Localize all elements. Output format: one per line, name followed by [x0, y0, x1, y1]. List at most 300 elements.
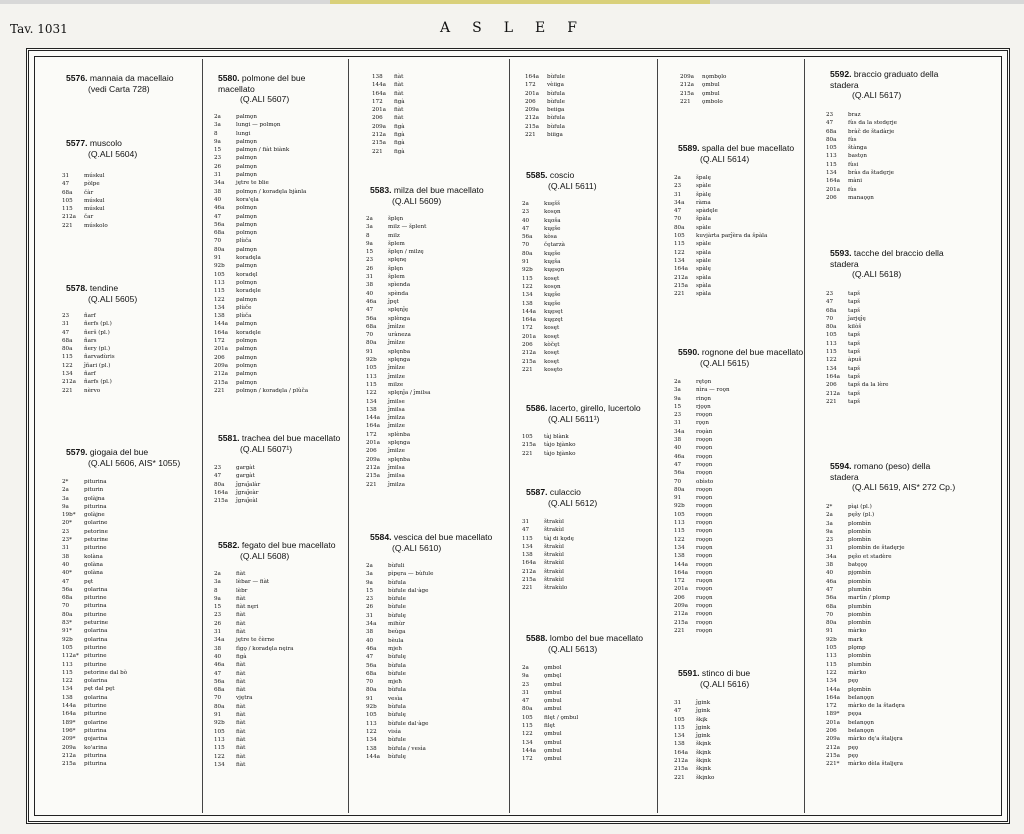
dialect-form: lèbar — fiàt: [236, 579, 270, 586]
dialect-form: bràč de štadàrje: [848, 128, 895, 135]
point-number: 20*: [62, 520, 72, 527]
point-number: 31: [366, 274, 374, 281]
entry-number: 5589.: [678, 143, 700, 153]
form-row: [674, 740, 714, 748]
entry-heading: [830, 461, 956, 493]
dialect-form: pęšo et stadère: [848, 553, 892, 560]
form-row: [674, 428, 730, 436]
form-row: [214, 678, 294, 686]
point-number: 91: [522, 259, 530, 266]
form-row: [214, 221, 308, 229]
point-number: 23: [62, 313, 70, 319]
point-number: 56a: [214, 678, 225, 685]
dialect-form: màrko: [848, 669, 867, 676]
point-number: 212a: [214, 371, 229, 378]
form-row: [62, 578, 127, 586]
dialect-form: splęnga: [388, 357, 411, 364]
point-number: 221: [674, 291, 685, 298]
dialect-form: màrko dę'a štaljęra: [848, 736, 903, 743]
dialect-form: tapš: [848, 373, 861, 380]
dialect-form: ĵmìlze: [388, 365, 405, 372]
form-row: [62, 320, 115, 328]
form-row: [826, 619, 905, 627]
dialect-form: pęǫ: [848, 752, 859, 759]
form-row: [214, 736, 294, 744]
form-row: [62, 661, 127, 669]
dialect-form: múskolo: [84, 222, 108, 229]
point-number: 47: [62, 578, 70, 585]
form-row: [674, 716, 714, 724]
form-row: [62, 586, 127, 594]
form-row: [522, 689, 578, 697]
form-row: [366, 603, 433, 611]
form-row: [214, 595, 294, 603]
form-row: [214, 620, 294, 628]
form-row: [214, 387, 308, 395]
point-number: 68a: [826, 603, 837, 610]
point-number: 215a: [525, 123, 540, 130]
dialect-form: ñerfs (pl.): [84, 321, 112, 328]
form-row: [674, 519, 730, 527]
point-number: 80a: [826, 324, 837, 331]
dialect-form: bèula: [388, 637, 404, 644]
point-number: 47: [826, 299, 834, 306]
point-number: 212a: [680, 82, 695, 89]
form-row: [214, 670, 294, 678]
entry-heading: [370, 532, 496, 553]
dialect-form: fiàt: [236, 736, 246, 743]
form-row: [366, 447, 431, 455]
point-number: 34a: [826, 553, 837, 560]
form-row: [62, 652, 127, 660]
dialect-form: màrko de la štadęra: [848, 703, 905, 710]
form-row: [674, 224, 767, 232]
form-row: [522, 433, 575, 441]
point-number: 212a: [826, 744, 841, 751]
form-row: [522, 316, 565, 324]
dialect-form: tàjo bjànko: [544, 450, 576, 457]
dialect-form: polmǫn: [236, 362, 258, 369]
entry-title: fegato del bue macellato: [239, 540, 336, 550]
dialect-form: škįk: [696, 716, 708, 723]
form-row: [62, 486, 127, 494]
point-number: 38: [214, 645, 222, 652]
point-number: 92b: [674, 503, 685, 510]
entry-number: 5576.: [66, 73, 88, 83]
form-row: [62, 205, 108, 213]
form-row: [674, 486, 730, 494]
dialect-form: plombìn: [848, 653, 872, 660]
form-row: [525, 114, 565, 122]
dialect-form: roǫǫn: [696, 561, 713, 568]
point-number: 134: [62, 371, 73, 378]
entry-reference: (Q.ALI 5615): [700, 357, 750, 368]
dialect-form: rjǫǫn: [696, 403, 711, 410]
dialect-form: piturine: [84, 644, 107, 651]
form-row: [674, 403, 730, 411]
point-number: 113: [366, 373, 377, 380]
dialect-form: ǫmbul: [544, 698, 562, 705]
form-row: [366, 562, 433, 570]
dialect-form: roǫǫn: [696, 495, 713, 502]
dialect-form: plumbìn: [848, 603, 872, 610]
point-number: 164a: [522, 317, 537, 324]
dialect-form: piturine: [84, 545, 107, 552]
form-row: [826, 128, 897, 136]
form-row: [62, 172, 108, 180]
dialect-form: nèrvo: [84, 387, 101, 394]
form-row: [674, 461, 730, 469]
dialect-form: ĵgink: [696, 733, 711, 740]
point-number: 46a: [674, 453, 685, 460]
form-row: [214, 728, 294, 736]
dialect-form: ĵpęt: [388, 298, 399, 305]
dialect-form: bùfula: [547, 123, 565, 130]
point-number: 164a: [674, 569, 689, 576]
form-row: [826, 710, 905, 718]
point-number: 47: [674, 708, 682, 715]
point-number: 38: [674, 437, 682, 444]
point-number: 134: [674, 257, 685, 264]
entry-number: 5593.: [830, 248, 852, 258]
form-row: [214, 163, 308, 171]
point-number: 56a: [826, 595, 837, 602]
point-number: 70: [522, 242, 530, 249]
point-number: 23: [366, 596, 374, 603]
form-row: [62, 370, 115, 378]
form-row: [826, 194, 897, 202]
point-number: 221: [525, 132, 536, 139]
dialect-form: golarina: [84, 678, 108, 685]
form-row: [62, 511, 127, 519]
point-number: 172: [674, 578, 685, 585]
dialect-form: piturine: [84, 703, 107, 710]
dialect-form: bùfula / vesìa: [388, 745, 426, 752]
entry-reference: (Q.ALI 5605): [88, 293, 138, 304]
dialect-form: ĵñari (pl.): [84, 362, 111, 369]
form-row: [62, 495, 127, 503]
entry-heading: [526, 487, 652, 508]
form-row: [372, 90, 405, 98]
dialect-form: kora'ęla: [236, 196, 259, 203]
point-number: 164a: [674, 266, 689, 273]
dialect-form: roǫǫn: [696, 453, 713, 460]
form-row: [214, 262, 308, 270]
point-number: 215a: [366, 473, 381, 480]
point-number: 115: [214, 745, 225, 752]
dialect-form: bùfulę: [388, 612, 406, 619]
top-strip: [0, 0, 1024, 4]
point-number: 215a: [522, 577, 537, 584]
dialect-form: čàr: [84, 189, 94, 196]
entry-number: 5577.: [66, 138, 88, 148]
point-number: 92b: [214, 720, 225, 727]
point-number: 113: [826, 340, 837, 347]
form-row: [826, 719, 905, 727]
point-number: 40: [214, 196, 222, 203]
point-number: 70: [62, 603, 70, 610]
dialect-form: roǫǫn: [696, 461, 713, 468]
form-row: [214, 287, 308, 295]
form-row: [826, 307, 889, 315]
form-row: [214, 113, 308, 121]
dialect-form: bùfula: [547, 90, 565, 97]
form-row: [522, 568, 574, 576]
point-number: 91: [366, 348, 374, 355]
form-row: [674, 594, 730, 602]
form-row: [522, 349, 565, 357]
entry-reference: (Q.ALI 5606, AIS* 1055): [88, 457, 181, 468]
dialect-form: fiàt: [236, 703, 246, 710]
point-number: 40: [62, 561, 70, 568]
dialect-form: fìgǫ / koradęla nęira: [236, 645, 294, 652]
dialect-form: ĵmìlze: [388, 340, 405, 347]
form-row: [674, 469, 730, 477]
dialect-form: mihùr: [388, 621, 405, 628]
point-number: 68a: [214, 687, 225, 694]
point-number: 122: [674, 249, 685, 256]
dialect-form: piturina: [84, 603, 107, 610]
point-number: 164a: [525, 74, 540, 80]
point-number: 26: [214, 163, 222, 170]
dialect-form: spàla: [696, 274, 711, 281]
form-row: [62, 744, 127, 752]
point-number: 56a: [366, 662, 377, 669]
point-number: 80a: [366, 687, 377, 694]
point-number: 31: [214, 172, 222, 179]
point-number: 122: [522, 731, 533, 738]
point-number: 31: [674, 191, 682, 198]
dialect-form: tapš: [848, 340, 861, 347]
point-number: 56a: [366, 315, 377, 322]
dialect-form: bùfule dal·àge: [388, 587, 429, 594]
dialect-form: ruǫǫn: [696, 544, 713, 551]
dialect-form: vesìa: [388, 695, 403, 702]
form-row: [62, 553, 127, 561]
entry-reference: (vedi Carta 728): [88, 83, 150, 94]
form-row: [366, 406, 431, 414]
entry-rows: [525, 73, 565, 139]
form-row: [62, 752, 127, 760]
point-number: 164a: [826, 178, 841, 185]
point-number: 70: [674, 216, 682, 223]
form-row: [214, 179, 308, 187]
dialect-form: ǫmbol: [544, 665, 562, 671]
point-number: 113: [214, 736, 225, 743]
point-number: 38: [214, 188, 222, 195]
form-row: [214, 587, 294, 595]
dialect-form: bùfulę: [388, 712, 406, 719]
dialect-form: plǫmbìn: [848, 686, 872, 693]
dialect-form: filęt / ǫmbul: [544, 714, 579, 721]
point-number: 115: [62, 669, 73, 676]
dialect-form: piturina: [84, 503, 107, 510]
form-row: [826, 290, 889, 298]
dialect-form: golarine: [84, 520, 108, 527]
point-number: 206: [826, 194, 837, 201]
point-number: 212a: [522, 350, 537, 357]
point-number: 206: [674, 594, 685, 601]
dialect-form: šplem: [388, 274, 405, 281]
point-number: 92b: [366, 704, 377, 711]
dialect-form: bùfuli: [388, 563, 405, 569]
form-row: [674, 602, 730, 610]
point-number: 19b*: [62, 512, 76, 519]
form-row: [522, 755, 578, 763]
form-row: [522, 324, 565, 332]
dialect-form: pòlpe: [84, 181, 100, 188]
form-row: [62, 710, 127, 718]
dialect-form: ko'arina: [84, 744, 108, 751]
point-number: 23: [826, 537, 834, 544]
point-number: 31: [366, 612, 374, 619]
form-row: [826, 356, 889, 364]
form-row: [214, 489, 260, 497]
entry-number: 5594.: [830, 461, 852, 471]
point-number: 215a: [674, 282, 689, 289]
dialect-form: bùfule: [388, 596, 406, 603]
dialect-form: roǫǫn: [696, 611, 713, 618]
form-row: [522, 217, 565, 225]
form-row: [522, 576, 574, 584]
form-row: [366, 570, 433, 578]
form-row: [62, 694, 127, 702]
dialect-form: kųęša: [544, 259, 561, 266]
point-number: 115: [674, 724, 685, 731]
form-row: [826, 702, 905, 710]
dialect-form: fiàt: [394, 90, 404, 97]
form-row: [214, 138, 308, 146]
form-row: [214, 196, 308, 204]
form-row: [680, 81, 726, 89]
point-number: 23: [62, 528, 70, 535]
dialect-form: kųęše: [544, 292, 561, 299]
point-number: 189*: [826, 711, 840, 718]
form-row: [525, 81, 565, 89]
dialect-form: visìa: [388, 728, 401, 735]
form-row: [674, 536, 730, 544]
dialect-form: fiàt nęri: [236, 604, 259, 611]
form-row: [522, 441, 575, 449]
point-number: 38: [826, 562, 834, 569]
form-row: [674, 561, 730, 569]
point-number: 105: [214, 271, 225, 278]
form-row: [826, 586, 905, 594]
form-row: [366, 256, 431, 264]
form-row: [366, 323, 431, 331]
point-number: 172: [525, 82, 536, 89]
point-number: 46a: [826, 578, 837, 585]
entry-reference: (Q.ALI 5609): [392, 195, 442, 206]
form-row: [366, 248, 431, 256]
form-row: [366, 364, 431, 372]
point-number: 38: [62, 553, 70, 560]
dialect-form: kòčęt: [544, 342, 560, 349]
point-number: 31: [674, 700, 682, 706]
entry-number: 5591.: [678, 668, 700, 678]
point-number: 56a: [522, 234, 533, 241]
dialect-form: špàlę: [696, 191, 711, 198]
form-row: [674, 386, 730, 394]
entry-heading: [370, 185, 496, 206]
form-row: [522, 584, 574, 592]
dialect-form: šplem: [388, 240, 405, 247]
column-divider: [657, 59, 658, 813]
form-row: [826, 544, 905, 552]
entry-title: muscolo: [87, 138, 122, 148]
dialect-form: plùča: [236, 313, 252, 320]
point-number: 47: [214, 473, 222, 480]
dialect-form: spàdęle: [696, 208, 718, 215]
point-number: 115: [62, 354, 73, 361]
dialect-form: tapš da la lère: [848, 382, 889, 389]
dialect-form: ǫmbul: [702, 90, 720, 97]
dialect-form: piturine: [84, 661, 107, 668]
dialect-form: kosǫn: [544, 209, 561, 216]
dialect-form: kosęt: [544, 333, 560, 340]
form-row: [674, 257, 767, 265]
point-number: 23: [214, 465, 222, 471]
point-number: 83*: [62, 620, 72, 627]
point-number: 2a: [62, 487, 69, 494]
dialect-form: golàjne: [84, 512, 105, 519]
form-row: [214, 121, 308, 129]
dialect-form: nǫmbǫlo: [702, 74, 727, 80]
dialect-form: fiàt: [236, 720, 246, 727]
form-row: [522, 241, 565, 249]
entry-reference: (Q.ALI 5614): [700, 153, 750, 164]
point-number: 215a: [680, 90, 695, 97]
point-number: 9a: [674, 395, 681, 402]
form-row: [372, 114, 405, 122]
point-number: 115: [674, 241, 685, 248]
point-number: 206: [366, 448, 377, 455]
entry-title: stinco di bue: [699, 668, 751, 678]
dialect-form: tapš: [848, 299, 861, 306]
form-row: [826, 111, 897, 119]
form-row: [366, 670, 433, 678]
form-row: [674, 478, 730, 486]
form-row: [214, 603, 294, 611]
point-number: 138: [366, 406, 377, 413]
point-number: 212a: [522, 568, 537, 575]
form-row: [62, 478, 127, 486]
point-number: 40*: [62, 570, 72, 577]
dialect-form: polmǫn / koradęla bjànla: [236, 188, 307, 195]
form-row: [522, 672, 578, 680]
point-number: 26: [366, 604, 374, 611]
dialect-form: milz — šplent: [388, 224, 427, 231]
point-number: 2a: [366, 216, 373, 222]
point-number: 215a: [372, 140, 387, 147]
point-number: 91: [366, 695, 374, 702]
point-number: 46a: [214, 662, 225, 669]
dialect-form: golarina: [84, 694, 108, 701]
point-number: 212a: [674, 274, 689, 281]
entry-title: culaccio: [547, 487, 581, 497]
form-row: [674, 757, 714, 765]
point-number: 115: [674, 528, 685, 535]
point-number: 105: [826, 645, 837, 652]
dialect-form: ruǫǫn: [696, 594, 713, 601]
dialect-form: mjeh: [388, 645, 402, 652]
dialect-form: ĵmilze: [388, 448, 405, 455]
form-row: [525, 106, 565, 114]
form-row: [522, 291, 565, 299]
point-number: 56a: [674, 470, 685, 477]
point-number: 164a: [826, 694, 841, 701]
dialect-form: tapš: [848, 307, 861, 314]
